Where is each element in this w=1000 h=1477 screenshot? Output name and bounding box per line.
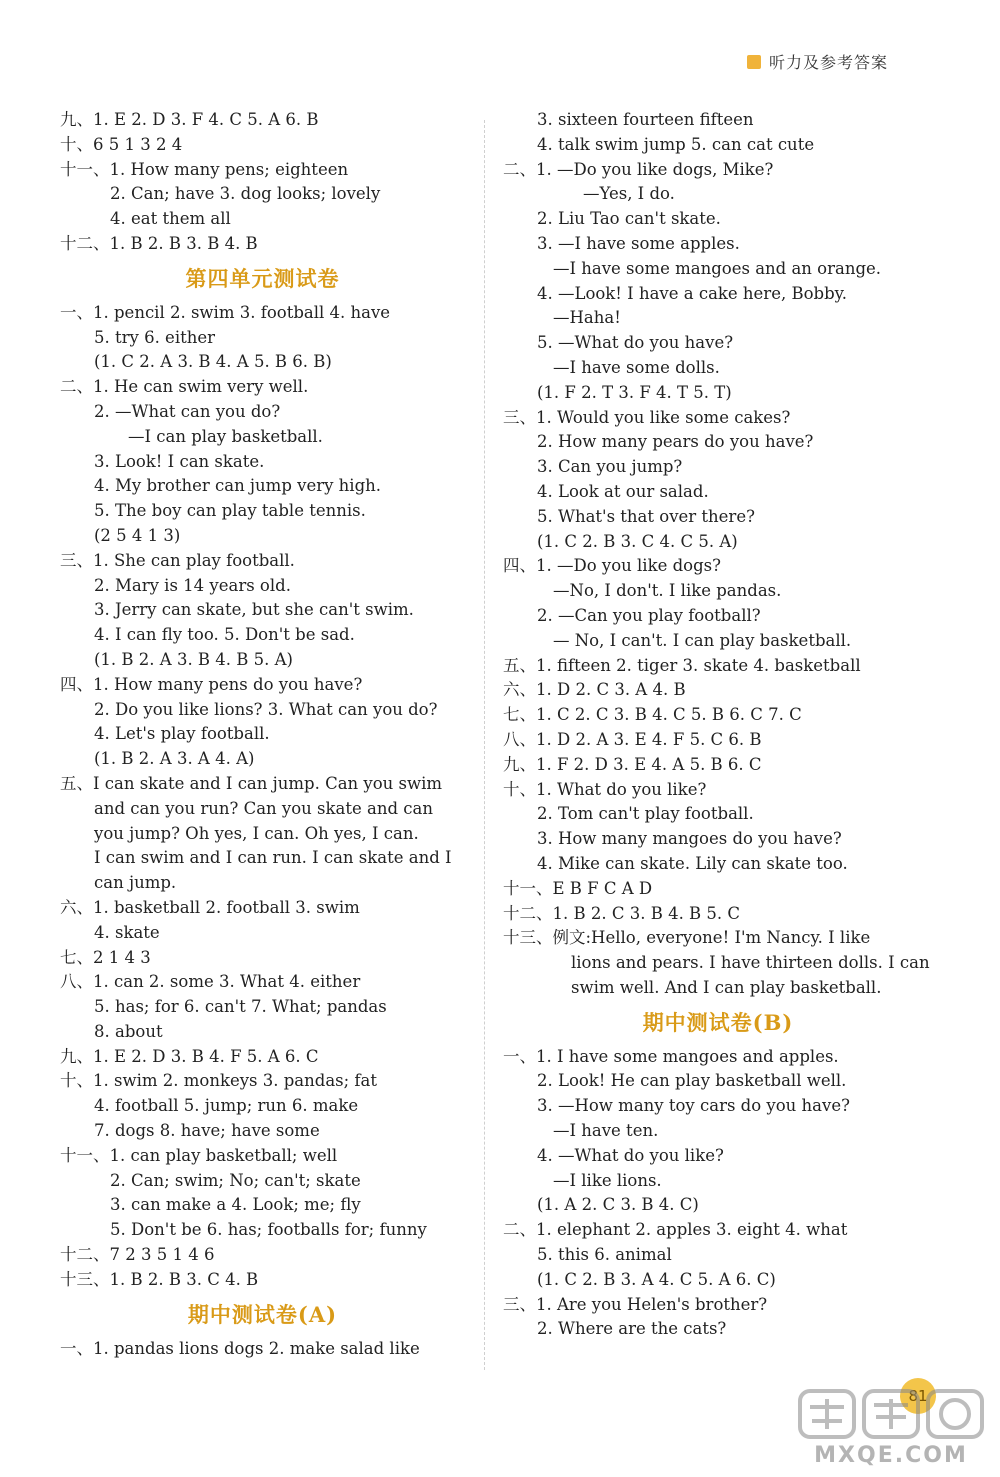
answer-line: 5. try 6. either [94, 327, 216, 347]
answer-line: 2. —Can you play football? [537, 605, 761, 625]
answer-line: 2. Mary is 14 years old. [94, 575, 291, 595]
answer-line: 一、1. I have some mangoes and apples. [503, 1046, 839, 1066]
answer-line: 2. Can; swim; No; can't; skate [110, 1170, 361, 1190]
section-title: 期中测试卷(A) [187, 1301, 338, 1327]
answer-line: lions and pears. I have thirteen dolls. I can [571, 953, 930, 973]
answer-line: —Yes, I do. [583, 184, 675, 204]
answer-line: 4. Let's play football. [94, 724, 270, 744]
answer-line: 8. about [94, 1021, 163, 1041]
answer-line: 五、I can skate and I can jump. Can you swim [60, 773, 443, 793]
answer-line: 三、1. Are you Helen's brother? [503, 1294, 768, 1314]
answer-line: 七、2 1 4 3 [60, 947, 151, 967]
answer-line: 2. Liu Tao can't skate. [537, 209, 721, 229]
answer-line: 五、1. fifteen 2. tiger 3. skate 4. basketball [503, 655, 861, 675]
watermark-url: MXQE.COM [814, 1442, 968, 1468]
answer-line: 3. Jerry can skate, but she can't swim. [94, 600, 414, 620]
watermark-logo [796, 1385, 986, 1469]
page-number: 81 [900, 1378, 936, 1414]
column-divider [484, 120, 485, 1370]
answer-line: 4. I can fly too. 5. Don't be sad. [94, 625, 355, 645]
answer-line: 十一、E B F C A D [503, 878, 653, 898]
answer-line: (1. A 2. C 3. B 4. C) [537, 1195, 699, 1215]
answer-line: 十二、1. B 2. B 3. B 4. B [60, 233, 258, 253]
answer-line: 2. Tom can't play football. [537, 804, 754, 824]
answer-line: 二、1. —Do you like dogs, Mike? [503, 159, 774, 179]
answer-line: —No, I don't. I like pandas. [553, 581, 782, 601]
answer-line: — No, I can't. I can play basketball. [553, 630, 852, 650]
answer-line: 4. My brother can jump very high. [94, 476, 382, 496]
left-column [60, 108, 465, 1361]
answer-line: 六、1. basketball 2. football 3. swim [60, 897, 360, 917]
answer-line: 2. Do you like lions? 3. What can you do? [94, 699, 438, 719]
answer-line: 十三、例文:Hello, everyone! I'm Nancy. I like [503, 928, 871, 948]
answer-line: 5. The boy can play table tennis. [94, 501, 366, 521]
answer-line: 4. Mike can skate. Lily can skate too. [537, 853, 848, 873]
answer-line: 5. —What do you have? [537, 333, 734, 353]
answer-line: 九、1. E 2. D 3. F 4. C 5. A 6. B [60, 110, 319, 129]
answer-line: 3. —How many toy cars do you have? [537, 1096, 850, 1116]
answer-line: 3. Look! I can skate. [94, 451, 265, 471]
answer-line: you jump? Oh yes, I can. Oh yes, I can. [94, 823, 419, 843]
answer-line: 十二、1. B 2. C 3. B 4. B 5. C [503, 903, 741, 923]
answer-line: 八、1. can 2. some 3. What 4. either [60, 972, 361, 992]
answer-line: 3. can make a 4. Look; me; fly [110, 1195, 361, 1215]
answer-line: 十、1. What do you like? [503, 779, 707, 799]
answer-line: 三、1. Would you like some cakes? [503, 407, 791, 427]
answer-line: (2 5 4 1 3) [94, 525, 181, 545]
answer-line: 2. Can; have 3. dog looks; lovely [110, 184, 381, 204]
answer-line: 4. Look at our salad. [537, 481, 709, 501]
answer-line: 2. Where are the cats? [537, 1319, 727, 1339]
answer-line: 十、6 5 1 3 2 4 [60, 134, 183, 154]
answer-line: 4. skate [94, 922, 160, 942]
answer-line: 4. —What do you like? [537, 1145, 724, 1165]
answer-line: 二、1. elephant 2. apples 3. eight 4. what [503, 1220, 848, 1240]
answer-line: —Haha! [553, 308, 621, 328]
answer-line: (1. B 2. A 3. A 4. A) [94, 749, 255, 769]
page-header [747, 50, 888, 73]
answer-line: 三、1. She can play football. [60, 550, 295, 570]
answer-line: 十、1. swim 2. monkeys 3. pandas; fat [60, 1071, 377, 1091]
answer-line: (1. C 2. B 3. A 4. C 5. A 6. C) [537, 1269, 776, 1289]
answer-line: (1. B 2. A 3. B 4. B 5. A) [94, 649, 293, 669]
answer-line: 4. talk swim jump 5. can cat cute [537, 134, 815, 154]
answer-line: 5. Don't be 6. has; footballs for; funny [110, 1220, 427, 1240]
watermark-emblem-icon [796, 1387, 986, 1441]
answer-line: —I like lions. [553, 1170, 662, 1190]
section-title: 期中测试卷(B) [642, 1009, 794, 1035]
header-title: 听力及参考答案 [768, 53, 888, 72]
answer-line: and can you run? Can you skate and can [94, 798, 433, 818]
answer-line: 4. football 5. jump; run 6. make [94, 1096, 359, 1116]
answer-line: 5. has; for 6. can't 7. What; pandas [94, 997, 387, 1017]
answer-line: 5. What's that over there? [537, 506, 755, 526]
answer-line: 3. sixteen fourteen fifteen [537, 110, 754, 129]
header-marker-icon [747, 55, 761, 69]
answer-line: 七、1. C 2. C 3. B 4. C 5. B 6. C 7. C [503, 705, 802, 725]
answer-line: 3. How many mangoes do you have? [537, 829, 842, 849]
answer-line: —I have some mangoes and an orange. [553, 258, 882, 278]
answer-line: (1. F 2. T 3. F 4. T 5. T) [537, 382, 732, 402]
answer-line: (1. C 2. B 3. C 4. C 5. A) [537, 531, 738, 551]
answer-line: 十一、1. How many pens; eighteen [60, 159, 349, 179]
answer-line: 四、1. —Do you like dogs? [503, 556, 721, 576]
answer-line: 2. —What can you do? [94, 401, 281, 421]
answer-line: —I can play basketball. [128, 426, 323, 446]
answer-line: 2. Look! He can play basketball well. [537, 1071, 847, 1091]
answer-line: 四、1. How many pens do you have? [60, 674, 363, 694]
right-column [503, 108, 933, 1342]
answer-line: 六、1. D 2. C 3. A 4. B [503, 680, 686, 700]
answer-line: 九、1. E 2. D 3. B 4. F 5. A 6. C [60, 1046, 319, 1066]
answer-line: 一、1. pencil 2. swim 3. football 4. have [60, 302, 391, 322]
answer-line: 3. Can you jump? [537, 457, 683, 477]
answer-line: 2. How many pears do you have? [537, 432, 814, 452]
answer-line: can jump. [94, 873, 177, 893]
answer-line: 八、1. D 2. A 3. E 4. F 5. C 6. B [503, 729, 762, 749]
section-title: 第四单元测试卷 [185, 265, 340, 291]
answer-line: —I have ten. [553, 1121, 659, 1141]
answer-line: 十三、1. B 2. B 3. C 4. B [60, 1269, 259, 1289]
answer-line: I can swim and I can run. I can skate and I [94, 848, 452, 868]
answer-line: 4. —Look! I have a cake here, Bobby. [537, 283, 848, 303]
answer-line: 十二、7 2 3 5 1 4 6 [60, 1245, 215, 1265]
answer-line: 九、1. F 2. D 3. E 4. A 5. B 6. C [503, 754, 762, 774]
answer-line: 5. this 6. animal [537, 1245, 672, 1265]
answer-line: 3. —I have some apples. [537, 233, 740, 253]
answer-line: swim well. And I can play basketball. [571, 977, 882, 997]
answer-line: —I have some dolls. [553, 357, 720, 377]
answer-line: 二、1. He can swim very well. [60, 377, 309, 397]
answer-line: 十一、1. can play basketball; well [60, 1145, 338, 1165]
answer-line: 4. eat them all [110, 209, 231, 229]
answer-line: (1. C 2. A 3. B 4. A 5. B 6. B) [94, 352, 332, 372]
answer-line: 7. dogs 8. have; have some [94, 1121, 320, 1141]
answer-line: 一、1. pandas lions dogs 2. make salad like [60, 1338, 420, 1358]
